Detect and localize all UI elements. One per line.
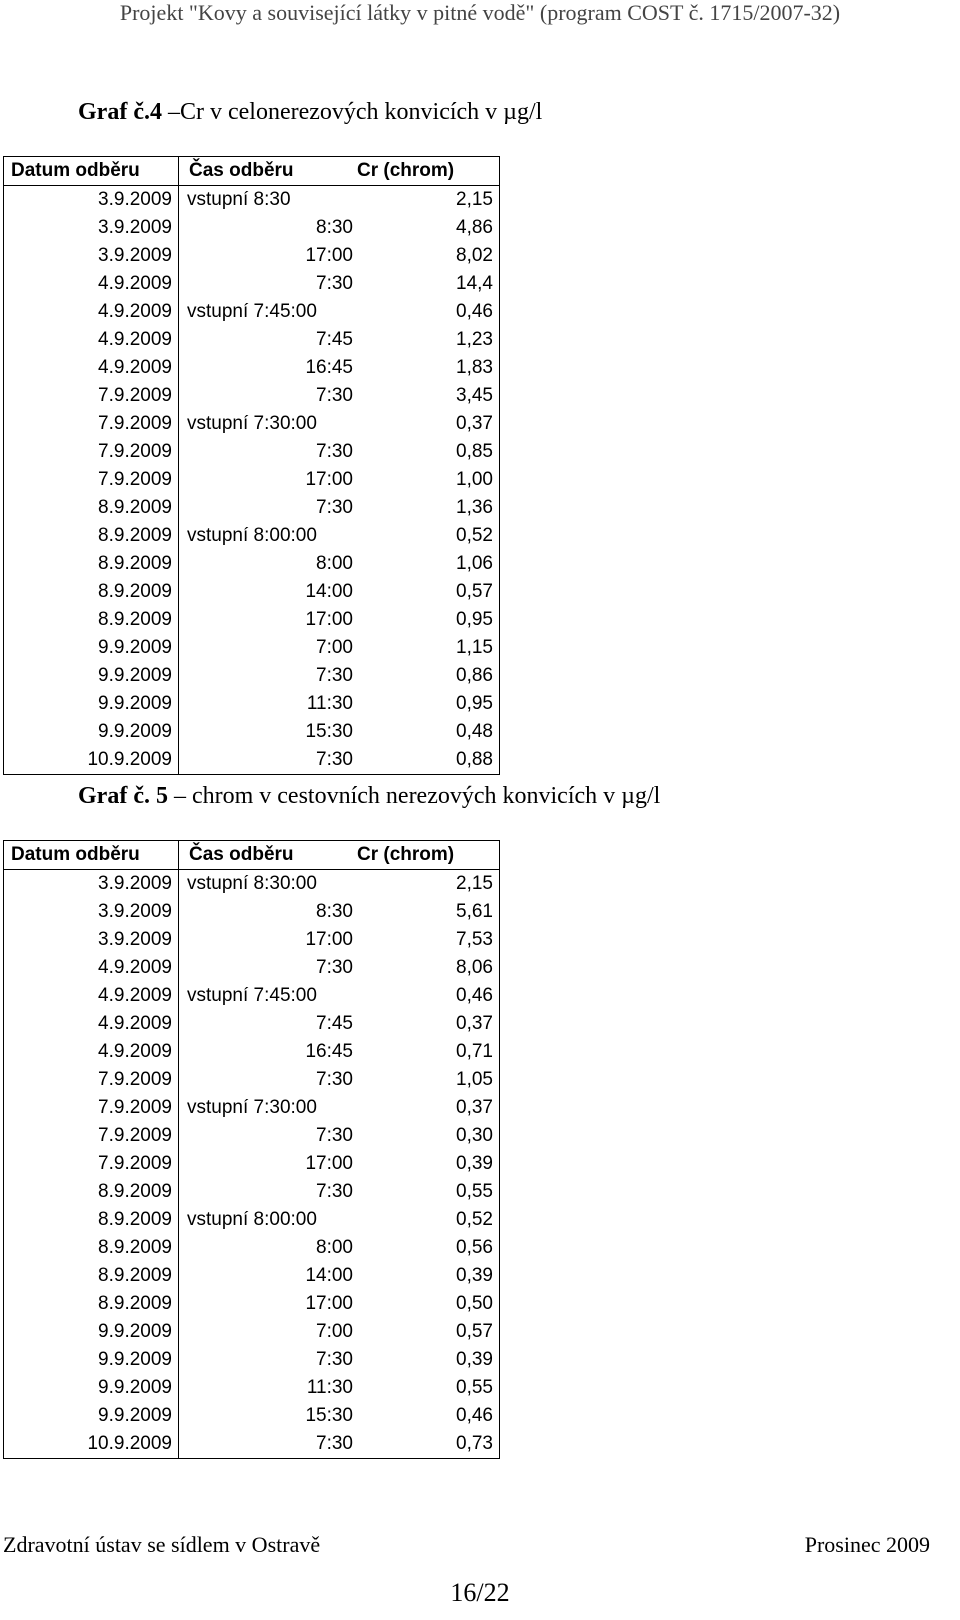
table-row	[4, 1066, 500, 1094]
cell-chromium: 8,02	[456, 245, 493, 266]
cell-chromium: 7,53	[456, 929, 493, 950]
table-row	[4, 606, 500, 634]
table-row	[4, 242, 500, 270]
cell-chromium: 0,55	[456, 1181, 493, 1202]
cell-chromium: 2,15	[456, 189, 493, 210]
table-header-row	[4, 157, 500, 186]
cell-date: 8.9.2009	[4, 1262, 179, 1290]
cell-time: 8:00	[316, 553, 353, 574]
column-header-date: Datum odběru	[4, 157, 179, 186]
table-row	[4, 354, 500, 382]
cell-time: 17:00	[305, 1153, 353, 1174]
cell-time: 7:30	[316, 385, 353, 406]
cell-chromium: 0,39	[456, 1265, 493, 1286]
cell-chromium: 0,37	[456, 413, 493, 434]
cell-date: 8.9.2009	[4, 550, 179, 578]
cell-time: vstupní 8:00:00	[187, 525, 317, 546]
cell-time: 7:45	[316, 1013, 353, 1034]
graph4-caption	[78, 98, 542, 126]
cell-chromium: 1,06	[456, 553, 493, 574]
table-row	[4, 1346, 500, 1374]
table-row	[4, 466, 500, 494]
cell-chromium: 0,48	[456, 721, 493, 742]
footer-institution: Zdravotní ústav se sídlem v Ostravě	[3, 1532, 321, 1557]
cell-date: 3.9.2009	[4, 214, 179, 242]
cell-date: 4.9.2009	[4, 326, 179, 354]
table-row	[4, 1402, 500, 1430]
table-row	[4, 1038, 500, 1066]
cell-date: 4.9.2009	[4, 270, 179, 298]
cell-time: 7:30	[316, 1433, 353, 1454]
cell-time: 16:45	[305, 1041, 353, 1062]
cell-time: 7:30	[316, 497, 353, 518]
cell-chromium: 0,88	[456, 749, 493, 770]
graph4-label: Graf č.4	[78, 99, 162, 125]
cell-date: 4.9.2009	[4, 1010, 179, 1038]
table-row	[4, 662, 500, 690]
cell-date: 9.9.2009	[4, 1346, 179, 1374]
graph4-table	[3, 156, 500, 775]
cell-chromium: 1,05	[456, 1069, 493, 1090]
cell-time: 7:30	[316, 749, 353, 770]
table-row	[4, 1318, 500, 1346]
cell-chromium: 0,95	[456, 693, 493, 714]
table-row	[4, 270, 500, 298]
cell-time: vstupní 8:00:00	[187, 1209, 317, 1230]
cell-time: 15:30	[305, 1405, 353, 1426]
cell-time: 8:30	[316, 217, 353, 238]
cell-chromium: 0,37	[456, 1013, 493, 1034]
graph5-title: – chrom v cestovních nerezových konvicích v µg/l	[167, 783, 661, 809]
cell-time: 14:00	[305, 581, 353, 602]
cell-chromium: 0,39	[456, 1153, 493, 1174]
table-row	[4, 1374, 500, 1402]
cell-time: 7:30	[316, 1349, 353, 1370]
cell-date: 7.9.2009	[4, 382, 179, 410]
cell-time: 15:30	[305, 721, 353, 742]
column-header-chromium: Cr (chrom)	[353, 157, 500, 186]
cell-date: 8.9.2009	[4, 494, 179, 522]
cell-date: 9.9.2009	[4, 634, 179, 662]
table-row	[4, 186, 500, 215]
cell-time: 17:00	[305, 1293, 353, 1314]
cell-date: 7.9.2009	[4, 1094, 179, 1122]
column-header-time: Čas odběru	[179, 157, 354, 186]
cell-chromium: 2,15	[456, 873, 493, 894]
cell-date: 3.9.2009	[4, 870, 179, 899]
cell-time: 7:30	[316, 957, 353, 978]
cell-time: vstupní 7:45:00	[187, 301, 317, 322]
cell-date: 8.9.2009	[4, 1234, 179, 1262]
cell-time: vstupní 8:30	[187, 189, 291, 210]
cell-chromium: 0,50	[456, 1293, 493, 1314]
cell-date: 8.9.2009	[4, 1178, 179, 1206]
cell-chromium: 0,55	[456, 1377, 493, 1398]
cell-time: 7:30	[316, 273, 353, 294]
table-row	[4, 578, 500, 606]
cell-chromium: 0,95	[456, 609, 493, 630]
table-row	[4, 1094, 500, 1122]
cell-chromium: 0,86	[456, 665, 493, 686]
cell-time: vstupní 7:45:00	[187, 985, 317, 1006]
cell-time: 7:00	[316, 637, 353, 658]
graph4-title: –Cr v celonerezových konvicích v µg/l	[161, 99, 543, 125]
cell-chromium: 0,52	[456, 1209, 493, 1230]
cell-chromium: 0,57	[456, 1321, 493, 1342]
table-row	[4, 746, 500, 775]
cell-date: 3.9.2009	[4, 926, 179, 954]
cell-date: 7.9.2009	[4, 1150, 179, 1178]
cell-date: 8.9.2009	[4, 1290, 179, 1318]
cell-chromium: 1,23	[456, 329, 493, 350]
cell-time: 17:00	[305, 929, 353, 950]
cell-time: vstupní 7:30:00	[187, 1097, 317, 1118]
table-row	[4, 954, 500, 982]
cell-date: 7.9.2009	[4, 1122, 179, 1150]
table-row	[4, 494, 500, 522]
table-row	[4, 870, 500, 899]
cell-chromium: 5,61	[456, 901, 493, 922]
graph5-label: Graf č. 5	[78, 783, 168, 809]
table-row	[4, 1122, 500, 1150]
cell-date: 10.9.2009	[4, 746, 179, 775]
cell-time: 7:30	[316, 1069, 353, 1090]
cell-time: 17:00	[305, 609, 353, 630]
cell-time: 17:00	[305, 469, 353, 490]
cell-date: 7.9.2009	[4, 410, 179, 438]
cell-chromium: 4,86	[456, 217, 493, 238]
cell-time: 16:45	[305, 357, 353, 378]
table-row	[4, 898, 500, 926]
cell-date: 8.9.2009	[4, 606, 179, 634]
cell-date: 9.9.2009	[4, 662, 179, 690]
cell-time: 7:00	[316, 1321, 353, 1342]
cell-date: 9.9.2009	[4, 1374, 179, 1402]
cell-chromium: 0,71	[456, 1041, 493, 1062]
page-number: 16/22	[450, 1578, 510, 1607]
table-row	[4, 438, 500, 466]
cell-chromium: 14,4	[456, 273, 493, 294]
cell-chromium: 0,46	[456, 985, 493, 1006]
column-header-chromium: Cr (chrom)	[353, 841, 500, 870]
cell-date: 3.9.2009	[4, 898, 179, 926]
table-row	[4, 326, 500, 354]
table-row	[4, 1206, 500, 1234]
table-row	[4, 1150, 500, 1178]
cell-date: 4.9.2009	[4, 982, 179, 1010]
cell-chromium: 0,85	[456, 441, 493, 462]
page-header: Projekt "Kovy a související látky v pitné vodě" (program COST č. 1715/2007-32)	[119, 0, 841, 25]
cell-time: 7:30	[316, 665, 353, 686]
table-row	[4, 1430, 500, 1459]
cell-date: 4.9.2009	[4, 354, 179, 382]
cell-date: 9.9.2009	[4, 718, 179, 746]
cell-date: 9.9.2009	[4, 1318, 179, 1346]
table-row	[4, 1010, 500, 1038]
cell-date: 3.9.2009	[4, 242, 179, 270]
table-row	[4, 410, 500, 438]
cell-time: 7:30	[316, 1181, 353, 1202]
cell-date: 4.9.2009	[4, 298, 179, 326]
cell-time: 7:45	[316, 329, 353, 350]
cell-chromium: 0,46	[456, 301, 493, 322]
table-row	[4, 926, 500, 954]
cell-time: 17:00	[305, 245, 353, 266]
table-row	[4, 1262, 500, 1290]
table-row	[4, 1234, 500, 1262]
cell-date: 4.9.2009	[4, 954, 179, 982]
cell-chromium: 1,83	[456, 357, 493, 378]
cell-chromium: 0,57	[456, 581, 493, 602]
cell-chromium: 1,36	[456, 497, 493, 518]
cell-date: 7.9.2009	[4, 1066, 179, 1094]
cell-time: 7:30	[316, 1125, 353, 1146]
cell-date: 7.9.2009	[4, 466, 179, 494]
graph5-table	[3, 840, 500, 1459]
table-row	[4, 214, 500, 242]
table-row	[4, 690, 500, 718]
cell-time: 11:30	[306, 1377, 353, 1398]
cell-time: vstupní 8:30:00	[187, 873, 317, 894]
table-row	[4, 298, 500, 326]
cell-date: 8.9.2009	[4, 578, 179, 606]
cell-date: 7.9.2009	[4, 438, 179, 466]
graph5-caption	[78, 782, 660, 810]
cell-chromium: 0,52	[456, 525, 493, 546]
table-row	[4, 382, 500, 410]
cell-chromium: 1,00	[456, 469, 493, 490]
table-row	[4, 982, 500, 1010]
cell-date: 8.9.2009	[4, 1206, 179, 1234]
cell-chromium: 0,30	[456, 1125, 493, 1146]
cell-date: 3.9.2009	[4, 186, 179, 215]
table-row	[4, 1178, 500, 1206]
cell-time: 14:00	[305, 1265, 353, 1286]
table-row	[4, 718, 500, 746]
column-header-date: Datum odběru	[4, 841, 179, 870]
cell-chromium: 8,06	[456, 957, 493, 978]
cell-chromium: 0,73	[456, 1433, 493, 1454]
cell-chromium: 0,39	[456, 1349, 493, 1370]
cell-chromium: 3,45	[456, 385, 493, 406]
column-header-time: Čas odběru	[179, 841, 354, 870]
cell-date: 9.9.2009	[4, 1402, 179, 1430]
table-header-row	[4, 841, 500, 870]
cell-date: 10.9.2009	[4, 1430, 179, 1459]
table-row	[4, 522, 500, 550]
cell-time: 8:30	[316, 901, 353, 922]
footer-date: Prosinec 2009	[804, 1532, 930, 1557]
cell-date: 8.9.2009	[4, 522, 179, 550]
cell-chromium: 0,46	[456, 1405, 493, 1426]
cell-chromium: 0,56	[456, 1237, 493, 1258]
cell-time: vstupní 7:30:00	[187, 413, 317, 434]
table-row	[4, 1290, 500, 1318]
cell-date: 4.9.2009	[4, 1038, 179, 1066]
cell-time: 11:30	[306, 693, 353, 714]
cell-time: 7:30	[316, 441, 353, 462]
cell-time: 8:00	[316, 1237, 353, 1258]
cell-date: 9.9.2009	[4, 690, 179, 718]
cell-chromium: 0,37	[456, 1097, 493, 1118]
table-row	[4, 634, 500, 662]
table-row	[4, 550, 500, 578]
cell-chromium: 1,15	[456, 637, 493, 658]
